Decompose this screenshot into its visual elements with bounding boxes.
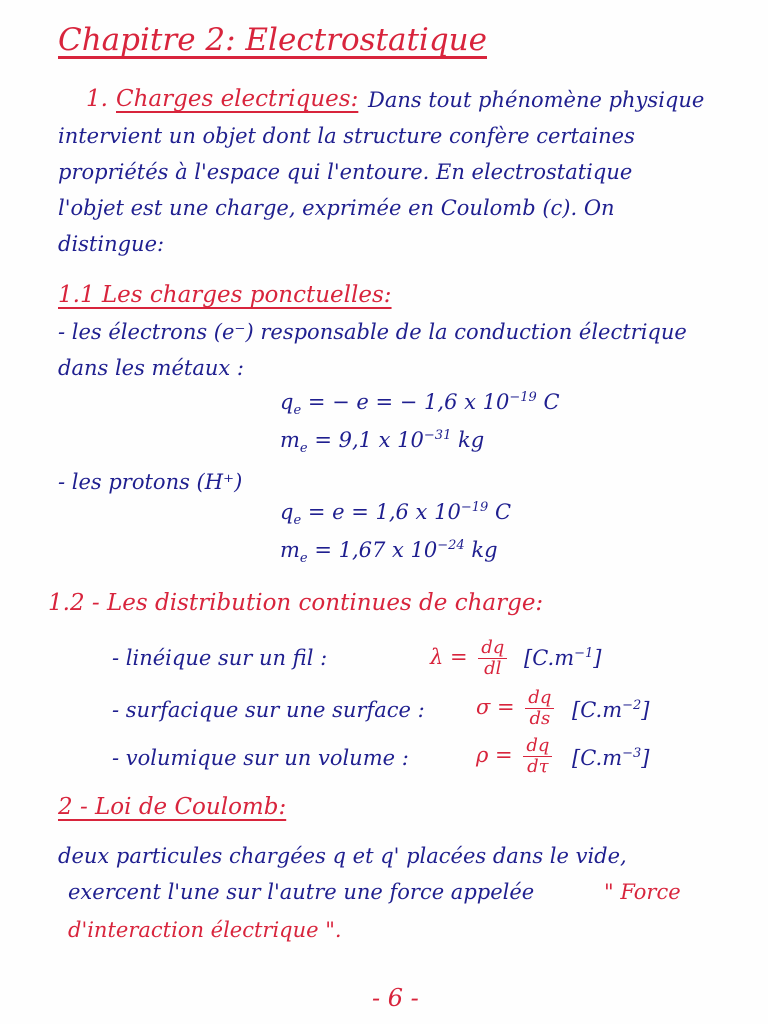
section1-heading: Charges electriques:: [116, 86, 359, 112]
section2-text-line2a: exercent l'une sur l'autre une force appelée: [68, 880, 535, 904]
proton-charge-formula: $q_e = e = 1,6$ x $10^{-19}$ C: [280, 500, 512, 529]
electrons-line2: dans les métaux :: [58, 356, 244, 380]
volumique-label: - volumique sur un volume :: [112, 746, 409, 770]
page-title: Chapitre 2: Electrostatique: [58, 22, 487, 58]
volumique-formula: ρ = $\frac{dq}{d\tau}$: [476, 736, 556, 777]
electron-charge-formula: $q_e$ = − e = − 1,6 x $10^{-19}$ C: [280, 390, 560, 419]
electron-mass-formula: $m_e = 9,1$ x $10^{-31}$ kg: [280, 428, 485, 457]
proton-mass-formula: $m_e = 1,67$ x $10^{-24}$ kg: [280, 538, 498, 567]
surfacique-label: - surfacique sur une surface :: [112, 698, 425, 722]
lineique-unit: $[C.m^{-1}]$: [524, 646, 602, 670]
volumique-unit: $[C.m^{-3}]$: [572, 746, 650, 770]
section1-text-line2: intervient un objet dont la structure confère certaines: [58, 124, 635, 148]
electrons-line1: - les électrons (e⁻) responsable de la conduction électrique: [58, 320, 687, 344]
section2-text-line2b: " Force: [604, 880, 681, 904]
section2-heading: 2 - Loi de Coulomb:: [58, 794, 287, 820]
section2-text-line1: deux particules chargées q et q' placées dans le vide,: [58, 844, 627, 868]
section1-text-line4: l'objet est une charge, exprimée en Coulomb (c). On: [58, 196, 615, 220]
section12-heading: 1.2 - Les distribution continues de charge:: [48, 590, 544, 616]
section1-text-line1: Dans tout phénomène physique: [368, 88, 705, 112]
surfacique-formula: σ = $\frac{dq}{ds}$: [476, 688, 558, 729]
section2-text-line3: d'interaction électrique ".: [68, 918, 342, 942]
page-number: - 6 -: [372, 984, 419, 1012]
lineique-formula: λ = $\frac{dq}{dl}$: [430, 638, 511, 679]
section1-text-line5: distingue:: [58, 232, 165, 256]
protons-line: - les protons (H⁺): [58, 470, 243, 494]
lineique-label: - linéique sur un fil :: [112, 646, 328, 670]
surfacique-unit: $[C.m^{-2}]$: [572, 698, 650, 722]
section1-text-line3: propriétés à l'espace qui l'entoure. En electrostatique: [58, 160, 633, 184]
section11-heading: 1.1 Les charges ponctuelles:: [58, 282, 392, 308]
section1-number: 1.: [86, 86, 108, 112]
